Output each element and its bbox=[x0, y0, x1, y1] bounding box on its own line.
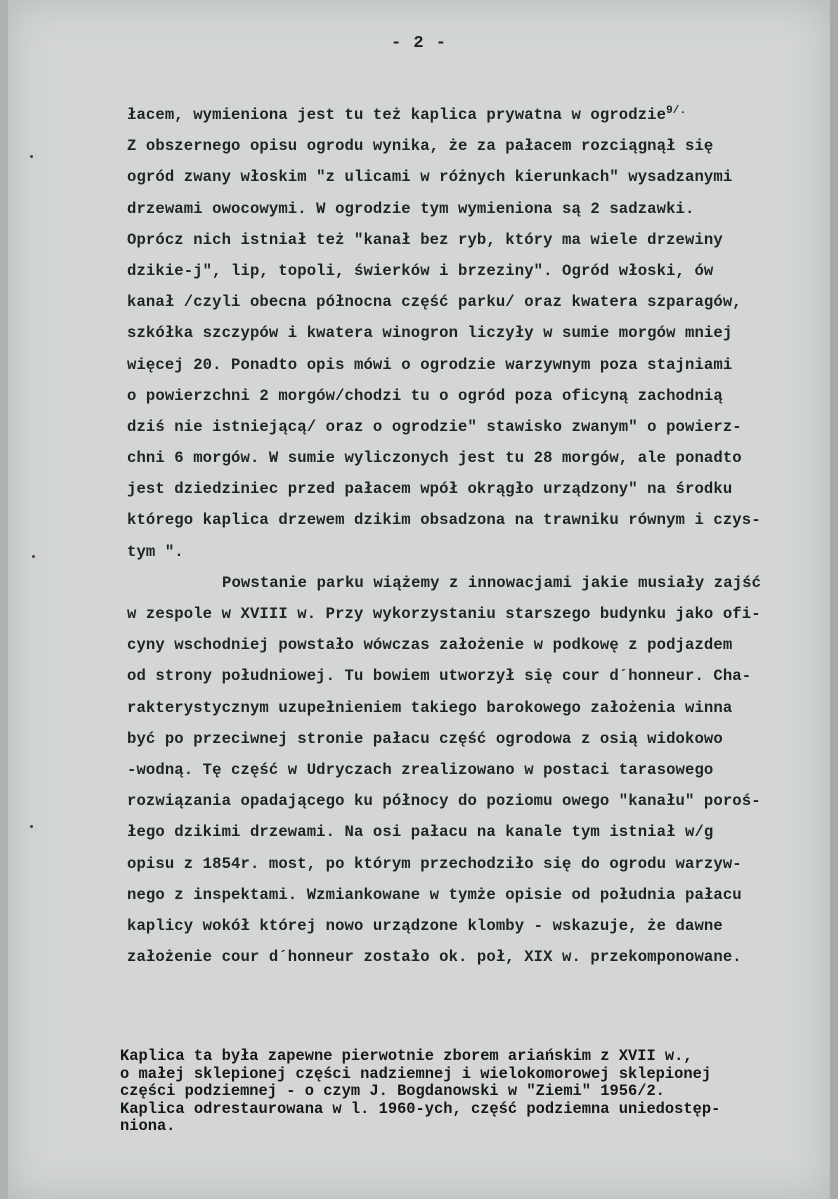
text-line: o powierzchni 2 morgów/chodzi tu o ogród poza oficyną zachodnią bbox=[127, 386, 723, 405]
text-line: w zespole w XVIII w. Przy wykorzystaniu starszego budynku jako ofi- bbox=[127, 605, 761, 623]
footnote-line: części podziemnej - o czym J. Bogdanowski w "Ziemi" 1956/2. bbox=[120, 1082, 665, 1100]
margin-mark bbox=[30, 825, 33, 828]
text-line: łego dzikimi drzewami. Na osi pałacu na kanale tym istniał w/g bbox=[127, 823, 714, 842]
margin-mark bbox=[32, 555, 35, 558]
text-line: Powstanie parku wiążemy z innowacjami jakie musiały zajść bbox=[222, 573, 762, 592]
text-line bbox=[127, 100, 817, 131]
text-line: tym ". bbox=[127, 542, 184, 561]
text-line: Z obszernego opisu ogrodu wynika, że za pałacem rozciągnął się bbox=[127, 137, 714, 156]
text-line: opisu z 1854r. most, po którym przechodziło się do ogrodu warzyw- bbox=[127, 854, 742, 873]
text-line: Oprócz nich istniał też "kanał bez ryb, który ma wiele drzewiny bbox=[127, 230, 723, 249]
footnote-reference: 9/. bbox=[666, 104, 687, 117]
text-line: rozwiązania opadającego ku północy do poziomu owego "kanału" poroś- bbox=[127, 792, 761, 811]
text-line: jest dziedziniec przed pałacem wpół okrągło urządzony" na środku bbox=[127, 480, 733, 499]
margin-mark bbox=[30, 155, 33, 158]
text-line: kaplicy wokół której nowo urządzone klomby - wskazuje, że dawne bbox=[127, 916, 723, 935]
footnote-line: niona. bbox=[120, 1117, 176, 1135]
text-line: nego z inspektami. Wzmiankowane w tymże opisie od południa pałacu bbox=[127, 885, 742, 904]
text-line: dziś nie istniejącą/ oraz o ogrodzie" stawisko zwanym" o powierz- bbox=[127, 417, 742, 436]
text-line: założenie cour d´honneur zostało ok. poł, XIX w. przekomponowane. bbox=[127, 948, 742, 967]
footnote-line: Kaplica ta była zapewne pierwotnie zborem ariańskim z XVII w., bbox=[120, 1047, 693, 1065]
text-line: którego kaplica drzewem dzikim obsadzona na trawniku równym i czys- bbox=[127, 511, 761, 530]
text-line: chni 6 morgów. W sumie wyliczonych jest tu 28 morgów, ale ponadto bbox=[127, 449, 742, 468]
page-number: - 2 - bbox=[390, 34, 447, 53]
scan-right-edge bbox=[830, 0, 838, 1199]
text-line: drzewami owocowymi. W ogrodzie tym wymieniona są 2 sadzawki. bbox=[127, 199, 695, 218]
text-line: dzikie-j", lip, topoli, świerków i brzeziny". Ogród włoski, ów bbox=[127, 261, 714, 280]
text-line: -wodną. Tę część w Udryczach zrealizowano w postaci tarasowego bbox=[127, 760, 714, 779]
text-line: więcej 20. Ponadto opis mówi o ogrodzie warzywnym poza stajniami bbox=[127, 355, 733, 374]
text-line: szkółka szczypów i kwatera winogron liczyły w sumie morgów mniej bbox=[127, 324, 733, 343]
text-line: od strony południowej. Tu bowiem utworzył się cour d´honneur. Cha- bbox=[127, 667, 752, 686]
scan-left-edge bbox=[0, 0, 8, 1199]
text-line: być po przeciwnej stronie pałacu część ogrodowa z osią widokowo bbox=[127, 729, 723, 748]
text-line: rakterystycznym uzupełnieniem takiego barokowego założenia winna bbox=[127, 698, 733, 717]
text-line-content: łacem, wymieniona jest tu też kaplica prywatna w ogrodzie bbox=[127, 106, 667, 124]
footnote bbox=[120, 1048, 820, 1136]
footnote-line: o małej sklepionej części nadziemnej i wielokomorowej sklepionej bbox=[120, 1064, 712, 1083]
text-line: kanał /czyli obecna północna część parku/ oraz kwatera szparagów, bbox=[127, 293, 742, 312]
main-text bbox=[127, 100, 817, 973]
footnote-line: Kaplica odrestaurowana w l. 1960-ych, część podziemna uniedostęp- bbox=[120, 1099, 721, 1118]
text-line: ogród zwany włoskim "z ulicami w różnych kierunkach" wysadzanymi bbox=[127, 168, 733, 187]
text-line: cyny wschodniej powstało wówczas założenie w podkowę z podjazdem bbox=[127, 636, 733, 655]
